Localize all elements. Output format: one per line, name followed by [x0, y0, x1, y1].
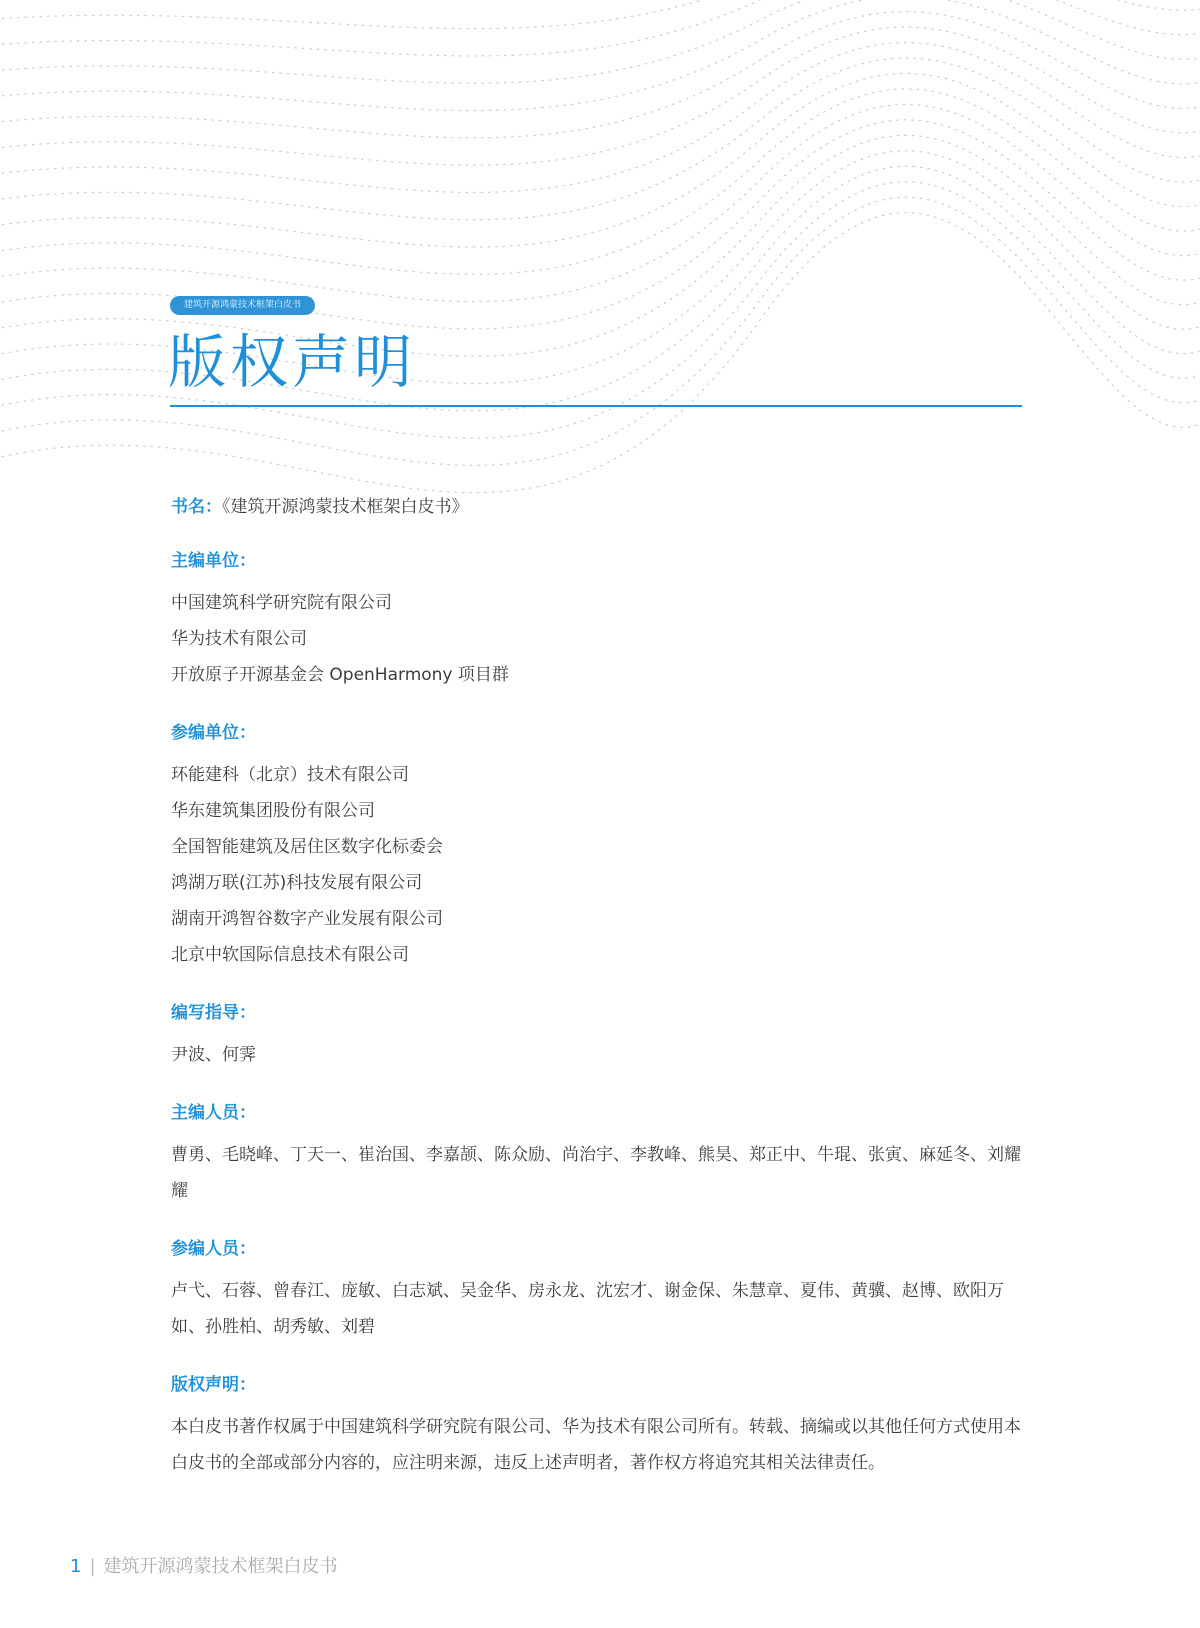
list-item: 开放原子开源基金会 OpenHarmony 项目群	[171, 665, 509, 685]
list-item: 全国智能建筑及居住区数字化标委会	[171, 837, 443, 857]
copyright-paragraph: 本白皮书著作权属于中国建筑科学研究院有限公司、华为技术有限公司所有。转载、摘编或以其他任何方式使用本白皮书的全部或部分内容的，应注明来源，违反上述声明者，著作权方将追究其相关法律责任。	[171, 1417, 1021, 1473]
footer-title: 建筑开源鸿蒙技术框架白皮书	[103, 1556, 338, 1577]
section-label: 版权声明：	[171, 1375, 256, 1395]
list-item: 湖南开鸿智谷数字产业发展有限公司	[171, 909, 443, 929]
wave-line	[0, 0, 1200, 83]
list-item: 鸿湖万联(江苏)科技发展有限公司	[171, 873, 423, 893]
copyright-content	[171, 495, 1023, 1509]
list-item: 北京中软国际信息技术有限公司	[171, 945, 409, 965]
list-item: 中国建筑科学研究院有限公司	[171, 593, 392, 613]
book-name	[171, 495, 1023, 519]
section-label: 主编人员：	[171, 1103, 256, 1123]
wave-line	[0, 58, 1200, 220]
document-tag: 建筑开源鸿蒙技术框架白皮书	[170, 296, 315, 315]
list-item: 环能建科（北京）技术有限公司	[171, 765, 409, 785]
wave-line	[0, 73, 1200, 247]
book-name-value: 《建筑开源鸿蒙技术框架白皮书》	[222, 497, 469, 517]
list-item: 尹波、何霁	[171, 1045, 256, 1065]
page-title: 版权声明	[168, 328, 417, 396]
wave-line	[0, 0, 1200, 56]
section-chief-editors	[171, 1101, 1023, 1209]
book-name-label: 书名：	[171, 497, 222, 517]
section-label: 主编单位：	[171, 551, 256, 571]
names-paragraph: 卢弋、石蓉、曾春江、庞敏、白志斌、吴金华、房永龙、沈宏才、谢金保、朱慧章、夏伟、黄骥、赵博、欧阳万如、孙胜柏、胡秀敏、刘碧	[171, 1281, 1004, 1337]
section-label: 参编单位：	[171, 723, 256, 743]
wave-line	[0, 0, 1200, 111]
names-paragraph: 曹勇、毛晓峰、丁天一、崔治国、李嘉颉、陈众励、尚治宇、李教峰、熊昊、郑正中、牛琨、张寅、麻延冬、刘耀耀	[171, 1145, 1021, 1201]
wave-line	[0, 43, 1200, 193]
section-participating-units	[171, 721, 1023, 973]
section-writing-guidance	[171, 1001, 1023, 1073]
section-copyright-statement	[171, 1373, 1023, 1481]
wave-line	[0, 104, 1200, 301]
section-participating-editors	[171, 1237, 1023, 1345]
wave-line	[0, 12, 1200, 138]
list-item: 华为技术有限公司	[171, 629, 307, 649]
section-label: 参编人员：	[171, 1239, 256, 1259]
page-footer	[70, 1555, 338, 1579]
page-number: 1	[70, 1556, 82, 1577]
title-divider	[170, 405, 1022, 407]
wave-line	[0, 0, 1200, 29]
wave-line	[0, 89, 1200, 274]
section-label: 编写指导：	[171, 1003, 256, 1023]
list-item: 华东建筑集团股份有限公司	[171, 801, 375, 821]
footer-separator: |	[89, 1556, 96, 1577]
section-chief-editing-units	[171, 549, 1023, 693]
